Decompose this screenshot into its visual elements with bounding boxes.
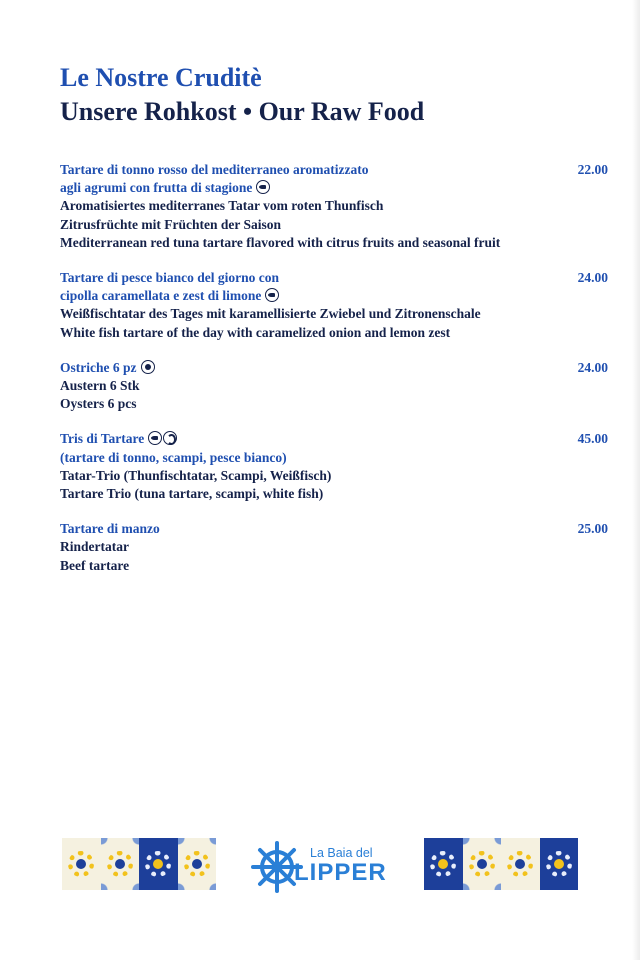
fish-icon — [265, 288, 279, 302]
item-name-en: Tartare Trio (tuna tartare, scampi, white fish) — [60, 486, 324, 502]
item-name-de: Tatar-Trio (Thunfischtatar, Scampi, Weißfisch) — [60, 467, 332, 483]
item-name-it: agli agrumi con frutta di stagione — [60, 179, 608, 197]
item-name-it: Tris di Tartare — [60, 430, 608, 448]
page-title: Le Nostre Cruditè — [60, 63, 262, 92]
tile-pattern — [139, 838, 178, 890]
majolica-tiles-right — [424, 838, 578, 890]
item-name-it: (tartare di tonno, scampi, pesce bianco) — [60, 449, 287, 465]
tile-pattern — [424, 838, 463, 890]
tile-pattern — [540, 838, 579, 890]
logo-text-top: La Baia del — [310, 846, 373, 860]
item-price: 22.00 — [577, 162, 608, 177]
menu-item — [60, 269, 608, 342]
item-name-en: Beef tartare — [60, 557, 130, 573]
item-name-de: Rindertatar — [60, 539, 129, 555]
item-name-it: Tartare di tonno rosso del mediterraneo aromatizzato — [60, 162, 369, 177]
item-name-it: cipolla caramellata e zest di limone — [60, 287, 608, 305]
item-name-en: White fish tartare of the day with caramelized onion and lemon zest — [60, 324, 451, 340]
item-name-de: Zitrusfrüchte mit Früchten der Saison — [60, 216, 281, 232]
tile-pattern — [178, 838, 217, 890]
fish-icon — [148, 431, 162, 445]
tile-pattern — [62, 838, 101, 890]
menu-list — [60, 161, 608, 592]
item-name-it: Tartare di manzo — [60, 521, 160, 537]
item-name-it: Ostriche 6 pz — [60, 359, 608, 377]
tile-pattern — [463, 838, 502, 890]
item-price: 24.00 — [577, 270, 608, 286]
restaurant-logo — [250, 838, 400, 894]
item-name-de: Aromatisiertes mediterranes Tatar vom roten Thunfisch — [60, 198, 384, 214]
tile-pattern — [501, 838, 540, 890]
menu-item — [60, 359, 608, 414]
majolica-tiles-left — [62, 838, 216, 890]
item-name-de: Austern 6 Stk — [60, 378, 140, 394]
page-subtitle: Unsere Rohkost • Our Raw Food — [60, 97, 425, 126]
item-price: 25.00 — [577, 521, 608, 537]
logo-text-bottom: LIPPER — [294, 859, 387, 886]
menu-item — [60, 161, 608, 252]
item-name-en: Mediterranean red tuna tartare flavored with citrus fruits and seasonal fruit — [60, 234, 501, 250]
item-price: 24.00 — [577, 359, 608, 375]
item-name-de: Weißfischtatar des Tages mit karamellisierte Zwiebel und Zitronenschale — [60, 306, 481, 322]
menu-item — [60, 430, 608, 503]
item-name-it: Tartare di pesce bianco del giorno con — [60, 270, 279, 286]
footer — [0, 838, 640, 898]
tile-pattern — [101, 838, 140, 890]
item-name-en: Oysters 6 pcs — [60, 396, 137, 412]
shrimp-icon — [163, 431, 177, 445]
item-price: 45.00 — [577, 431, 608, 447]
fish-icon — [256, 180, 270, 194]
oyster-icon — [141, 360, 155, 374]
page-edge-shadow — [632, 0, 640, 960]
menu-item — [60, 520, 608, 575]
